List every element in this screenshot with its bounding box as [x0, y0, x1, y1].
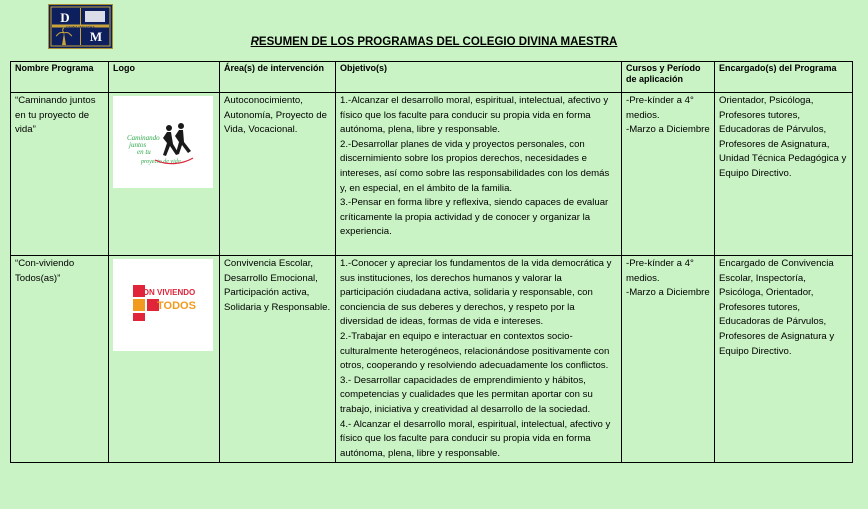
program-courses — [622, 93, 715, 256]
svg-text:juntos: juntos — [129, 141, 147, 149]
column-header-courses: Cursos y Período de aplicación — [622, 62, 715, 93]
svg-text:Caminando: Caminando — [127, 134, 160, 142]
column-header-area: Área(s) de intervención — [220, 62, 336, 93]
program-logo-cell — [109, 256, 220, 463]
page-title: RESUMEN DE LOS PROGRAMAS DEL COLEGIO DIVINA MAESTRA — [250, 36, 618, 48]
course-range: -Pre-kínder a 4° medios. — [626, 95, 694, 121]
objective-item: 3.- Desarrollar capacidades de emprendimiento y hábitos, competencias y cualidades que les permitan aportar con su trabajo, iniciativa y creatividad al desarrollo de la sociedad. — [340, 374, 593, 415]
svg-text:proyecto de vida: proyecto de vida — [141, 159, 181, 165]
svg-text:CON VIVIENDO: CON VIVIENDO — [137, 288, 196, 297]
objective-item: 1.-Conocer y apreciar los fundamentos de la vida democrática y sus instituciones, los derechos humanos y valorar la participación ciudadana activa, solidaria y responsable, con conciencia de sus deberes y derechos, y respeto por la diversidad de ideas, formas de vida e intereses. — [340, 258, 612, 328]
svg-text:TODOS: TODOS — [157, 300, 196, 312]
program-area: Autoconocimiento, Autonomía, Proyecto de Vida, Vocacional. — [220, 93, 336, 256]
program-name: “Con-viviendo Todos(as)” — [11, 256, 109, 463]
program-objectives — [336, 93, 622, 256]
program-courses — [622, 256, 715, 463]
objective-item: 3.-Pensar en forma libre y reflexiva, siendo capaces de evaluar críticamente la propia actividad y de conocer y organizar la experiencia. — [340, 197, 609, 238]
runners-icon — [163, 123, 191, 156]
objective-item: 2.-Trabajar en equipo e interactuar en contextos socio-culturalmente heterogéneos, relacionándose positivamente con otros, cooperando y resolviendo adecuadamente los conflictos. — [340, 330, 610, 372]
programs-table — [10, 61, 853, 463]
program-managers: Orientador, Psicóloga, Profesores tutores, Educadoras de Párvulos, Profesores de Asignatura, Unidad Técnica Pedagógica y Equipo Directivo. — [715, 93, 853, 256]
svg-text:en tu: en tu — [137, 148, 151, 156]
program-name: “Caminando juntos en tu proyecto de vida” — [11, 93, 109, 256]
crest-motto: DIVINA MAESTRA — [66, 25, 95, 30]
column-header-logo: Logo — [109, 62, 220, 93]
program-area: Convivencia Escolar, Desarrollo Emocional, Participación activa, Solidaria y Responsable. — [220, 256, 336, 463]
crest-letter-m: M — [89, 29, 103, 44]
objective-item: 1.-Alcanzar el desarrollo moral, espiritual, intelectual, afectivo y físico que los faculte para conducir su propia vida en forma autónoma, plena, libre y responsable. — [340, 95, 609, 136]
crest-letter-d: D — [60, 10, 70, 25]
table-row — [11, 93, 853, 256]
table-header-row — [11, 62, 853, 93]
course-range: -Pre-kínder a 4° medios. — [626, 258, 694, 284]
column-header-managers: Encargado(s) del Programa — [715, 62, 853, 93]
program-managers: Encargado de Convivencia Escolar, Inspectoría, Psicóloga, Orientador, Profesores tutores, Educadoras de Párvulos, Profesores de Asignatura y Equipo Directivo. — [715, 256, 853, 463]
program-objectives — [336, 256, 622, 463]
program-logo-cell — [109, 93, 220, 256]
objective-item: 4.- Alcanzar el desarrollo moral, espiritual, intelectual, afectivo y físico que los faculte para conducir su propia vida en forma autónoma, plena, libre y responsable. — [340, 418, 611, 459]
table-row — [11, 256, 853, 463]
caminando-juntos-logo — [113, 96, 213, 188]
course-period: -Marzo a Diciembre — [626, 124, 710, 136]
column-header-objectives: Objetivo(s) — [336, 62, 622, 93]
conviviendo-todos-logo — [113, 259, 213, 351]
course-period: -Marzo a Diciembre — [626, 287, 710, 299]
column-header-name: Nombre Programa — [11, 62, 109, 93]
objective-item: 2.-Desarrollar planes de vida y proyectos personales, con discernimiento sobre los propios derechos, necesidades e intereses, así como sobre las responsabilidades con los demás y, en especial, en el ámbito de la familia. — [340, 138, 610, 194]
